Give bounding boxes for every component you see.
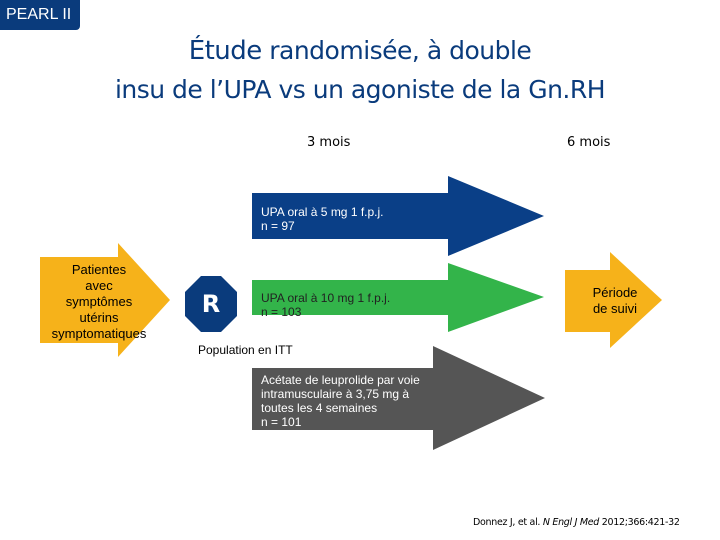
citation-author: Donnez J, et al. — [473, 517, 543, 528]
timepoint-3-months: 3 mois — [307, 135, 351, 150]
patients-label-line3: symptômes — [65, 294, 133, 309]
patients-label — [40, 262, 158, 342]
arm-3-n: n = 101 — [261, 415, 302, 429]
arm-1-label — [261, 205, 384, 233]
arm-3-name-line1: Acétate de leuprolide par voie — [261, 373, 420, 387]
title-strong-word: Étude — [188, 36, 262, 66]
citation-journal: N Engl J Med — [542, 517, 599, 528]
patients-label-line5: symptomatiques — [51, 326, 147, 341]
population-label: Population en ITT — [198, 343, 293, 357]
citation-rest: 2012;366:421-32 — [599, 517, 680, 528]
citation — [473, 517, 680, 528]
title-line1-rest: randomisée, à double — [261, 36, 532, 65]
study-tag: PEARL II — [0, 0, 80, 30]
followup-label-line2: de suivi — [592, 301, 638, 316]
arm-1-name: UPA oral à 5 mg 1 f.p.j. — [261, 205, 384, 219]
arm-3-name-line2: intramusculaire à 3,75 mg à — [261, 387, 410, 401]
randomization-label: R — [201, 290, 221, 318]
followup-label-line1: Période — [592, 285, 638, 300]
arm-2-n: n = 103 — [261, 305, 302, 319]
arm-2-name: UPA oral à 10 mg 1 f.p.j. — [261, 291, 391, 305]
followup-label — [565, 285, 665, 317]
patients-label-line4: utérins — [79, 310, 119, 325]
arm-3-name-line3: toutes les 4 semaines — [261, 401, 378, 415]
patients-label-line2: avec — [85, 278, 113, 293]
slide-title-line2: insu de l’UPA vs un agoniste de la Gn.RH — [114, 75, 606, 104]
timepoint-6-months: 6 mois — [567, 135, 611, 150]
arm-3-label — [261, 373, 420, 429]
arm-2-label — [261, 291, 390, 319]
patients-label-line1: Patientes — [71, 262, 127, 277]
arm-1-n: n = 97 — [261, 219, 295, 233]
